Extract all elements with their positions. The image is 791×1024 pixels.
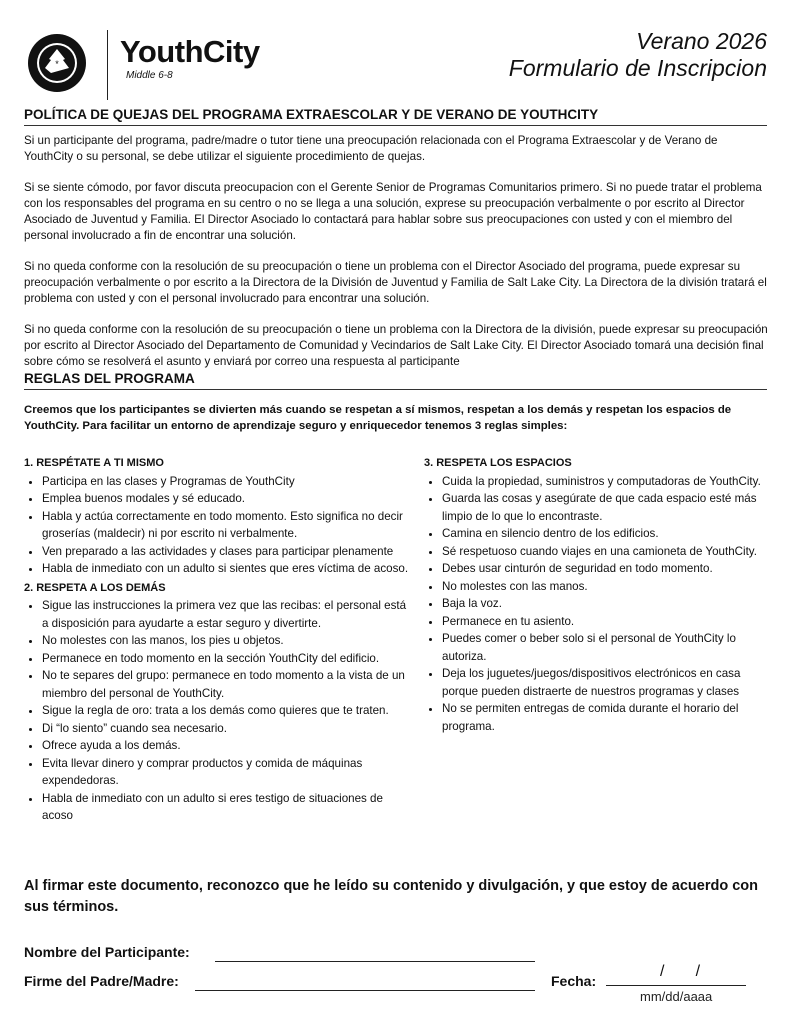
- rule-item: • Sé respetuoso cuando viajes en una camioneta de YouthCity.: [442, 543, 774, 561]
- rule-item: • Baja la voz.: [442, 595, 774, 613]
- rule-item: • Deja los juguetes/juegos/dispositivos electrónicos en casa porque pueden distraerte de nuestros programas y clases: [442, 665, 774, 700]
- rule-section-title: 1. RESPÉTATE A TI MISMO: [24, 457, 164, 469]
- parent-signature-field[interactable]: [195, 989, 535, 991]
- rule-item: • Ofrece ayuda a los demás.: [42, 737, 414, 755]
- complaints-paragraph: Si no queda conforme con la resolución de su preocupación o tiene un problema con la Directora de la división, puede expresar su preocupación por escrito al Director Asociado del Departamento de Comunidad y Vecindarios de Salt Lake City. El Director Asociado tomará una decisión final sobre cómo se resolverá el asunto y enviará por correo una respuesta al participante: [24, 323, 768, 368]
- rule-section-title: 3. RESPETA LOS ESPACIOS: [424, 457, 572, 469]
- complaints-body: [24, 133, 769, 385]
- rule-item: • Sigue la regla de oro: trata a los demás como quieres que te traten.: [42, 702, 414, 720]
- rule-section-title: 2. RESPETA A LOS DEMÁS: [24, 581, 166, 594]
- rule-item: • Permanece en tu asiento.: [442, 613, 774, 631]
- rules-heading: REGLAS DEL PROGRAMA: [24, 371, 767, 390]
- rule-item: • Cuida la propiedad, suministros y computadoras de YouthCity.: [442, 473, 774, 491]
- complaints-paragraph: Si no queda conforme con la resolución de su preocupación o tiene un problema con el Director Asociado del programa, puede expresar su preocupación verbalmente o por escrito a la Directora de la División de Juventud y Familia de Salt Lake City. La Directora de la división tratará el problema con usted y con el personal involucrado para encontrar una solución.: [24, 260, 767, 305]
- form-title: [509, 28, 767, 82]
- rule-item: • Guarda las cosas y asegúrate de que cada espacio esté más limpio de lo que lo encontraste.: [442, 490, 774, 525]
- title-line-2: Formulario de Inscripcion: [508, 55, 767, 81]
- rule-item: • Emplea buenos modales y sé educado.: [42, 490, 414, 508]
- participant-name-field[interactable]: [215, 960, 535, 962]
- rule-item: • Evita llevar dinero y comprar productos y comida de máquinas expendedoras.: [42, 755, 414, 790]
- rule-item: • Habla y actúa correctamente en todo momento. Esto significa no decir groserías (maldecir) ni por escrito ni verbalmente.: [42, 508, 414, 543]
- rule-item: • Habla de inmediato con un adulto si eres testigo de situaciones de acoso: [42, 790, 414, 825]
- salt-lake-city-seal-logo: [27, 33, 87, 93]
- complaints-paragraph: Si se siente cómodo, por favor discuta preocupacion con el Gerente Senior de Programas Comunitarios primero. Si no puede tratar el problema con los responsables del programa en su centro o no se llega a una solución, exprese su preocupación verbalmente o por escrito al Director Asociado de Juventud y Familia. El Director Asociado lo contactará para hablar sobre sus preocupaciones con usted y con el miembro del personal involucrado a fin de encontrar una solución.: [24, 181, 762, 242]
- complaints-paragraph: Si un participante del programa, padre/madre o tutor tiene una preocupación relacionada con el Programa Extraescolar y de Verano de YouthCity o su personal, se debe utilizar el siguiente procedimiento de quejas.: [24, 134, 718, 163]
- participant-name-label: Nombre del Participante:: [24, 944, 190, 960]
- rules-right-column: [424, 455, 774, 737]
- title-line-1: Verano 2026: [636, 28, 767, 54]
- date-field[interactable]: [606, 984, 746, 986]
- brand-name: YouthCity: [120, 34, 260, 69]
- acknowledgement-statement: Al firmar este documento, reconozco que he leído su contenido y divulgación, y que estoy de acuerdo con sus términos.: [24, 878, 758, 915]
- rule-item: • Puedes comer o beber solo si el personal de YouthCity lo autoriza.: [442, 630, 774, 665]
- rules-left-column: [24, 455, 414, 827]
- rule-item: • Habla de inmediato con un adulto si sientes que eres víctima de acoso.: [42, 560, 414, 578]
- parent-signature-label: Firme del Padre/Madre:: [24, 973, 179, 989]
- date-separators: / /: [660, 963, 701, 980]
- rule-item: • Camina en silencio dentro de los edificios.: [442, 525, 774, 543]
- rule-list: [24, 473, 414, 578]
- header-divider: [107, 30, 108, 100]
- rule-item: • No te separes del grupo: permanece en todo momento a la vista de un miembro del personal de YouthCity.: [42, 667, 414, 702]
- rule-item: • Di “lo siento” cuando sea necesario.: [42, 720, 414, 738]
- brand-subtitle: Middle 6-8: [126, 70, 173, 81]
- rule-item: • Ven preparado a las actividades y clases para participar plenamente: [42, 543, 414, 561]
- date-label: Fecha:: [551, 973, 597, 989]
- rule-item: • Debes usar cinturón de seguridad en todo momento.: [442, 560, 774, 578]
- rule-item: • Participa en las clases y Programas de YouthCity: [42, 473, 414, 491]
- rule-list: [424, 473, 774, 736]
- rule-item: • No molestes con las manos, los pies u objetos.: [42, 632, 414, 650]
- rule-item: • No se permiten entregas de comida durante el horario del programa.: [442, 700, 774, 735]
- rules-intro: Creemos que los participantes se divierten más cuando se respetan a sí mismos, respetan a los demás y respetan los espacios de YouthCity. Para facilitar un entorno de aprendizaje seguro y enriquecedor tenemos 3 reglas simples:: [24, 404, 732, 432]
- rule-list: [24, 597, 414, 825]
- rule-item: • Permanece en todo momento en la sección YouthCity del edificio.: [42, 650, 414, 668]
- svg-text:*: *: [55, 59, 59, 69]
- rule-item: • Sigue las instrucciones la primera vez que las recibas: el personal está a disposición para ayudarte a estar seguro y divertirte.: [42, 597, 414, 632]
- complaints-heading: POLÍTICA DE QUEJAS DEL PROGRAMA EXTRAESCOLAR Y DE VERANO DE YOUTHCITY: [24, 107, 767, 126]
- date-format-hint: mm/dd/aaaa: [640, 989, 713, 1004]
- rule-item: • No molestes con las manos.: [442, 578, 774, 596]
